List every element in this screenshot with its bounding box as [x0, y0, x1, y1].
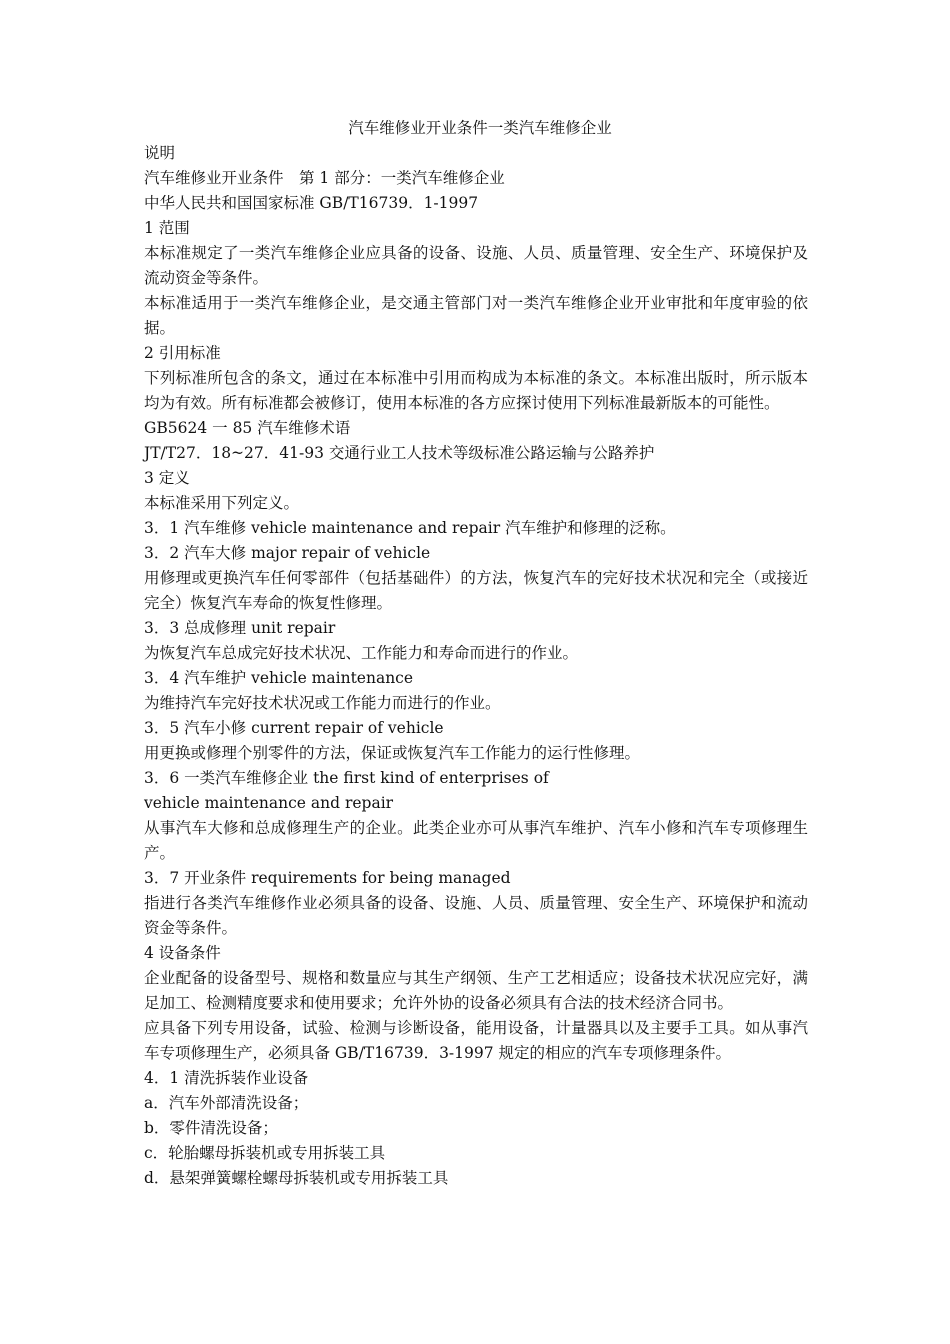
text-line: 2 引用标准: [144, 344, 221, 362]
text-line: 3．2 汽车大修 major repair of vehicle: [144, 544, 431, 562]
document-page: [144, 116, 808, 1191]
body-paragraph: 企业配备的设备型号、规格和数量应与其生产纲领、生产工艺相适应；设备技术状况应完好，满足加工、检测精度要求和使用要求；允许外协的设备必须具有合法的技术经济合同书。: [144, 969, 808, 1012]
text-line: 3．4 汽车维护 vehicle maintenance: [144, 669, 414, 687]
body-paragraph: 本标准适用于一类汽车维修企业，是交通主管部门对一类汽车维修企业开业审批和年度审验的依据。: [144, 294, 808, 337]
text-line: a．汽车外部清洗设备；: [144, 1094, 309, 1112]
text-line: 用更换或修理个别零件的方法，保证或恢复汽车工作能力的运行性修理。: [144, 744, 641, 762]
text-line: 4．1 清洗拆装作业设备: [144, 1069, 309, 1087]
text-line: 3．6 一类汽车维修企业 the first kind of enterprises of: [144, 769, 549, 787]
text-line: 3．7 开业条件 requirements for being managed: [144, 869, 511, 887]
text-line: 为维持汽车完好技术状况或工作能力而进行的作业。: [144, 694, 501, 712]
body-paragraph: 指进行各类汽车维修作业必须具备的设备、设施、人员、质量管理、安全生产、环境保护和流动资金等条件。: [144, 894, 808, 937]
text-line: d．悬架弹簧螺栓螺母拆装机或专用拆装工具: [144, 1169, 449, 1187]
text-line: vehicle maintenance and repair: [144, 794, 394, 812]
text-line: 3．5 汽车小修 current repair of vehicle: [144, 719, 444, 737]
text-line: 4 设备条件: [144, 944, 221, 962]
body-paragraph: 下列标准所包含的条文，通过在本标准中引用而构成为本标准的条文。本标准出版时，所示版本均为有效。所有标准都会被修订，使用本标准的各方应探讨使用下列标准最新版本的可能性。: [144, 369, 808, 412]
body-paragraph: 用修理或更换汽车任何零部件（包括基础件）的方法，恢复汽车的完好技术状况和完全（或接近完全）恢复汽车寿命的恢复性修理。: [144, 569, 808, 612]
text-line: b．零件清洗设备；: [144, 1119, 278, 1137]
text-line: 中华人民共和国国家标准 GB/T16739．1-1997: [144, 194, 479, 212]
text-line: 3 定义: [144, 469, 190, 487]
text-line: 为恢复汽车总成完好技术状况、工作能力和寿命而进行的作业。: [144, 644, 579, 662]
text-line: JT/T27．18~27．41-93 交通行业工人技术等级标准公路运输与公路养护: [144, 444, 655, 462]
body-paragraph: 本标准规定了一类汽车维修企业应具备的设备、设施、人员、质量管理、安全生产、环境保护及流动资金等条件。: [144, 244, 808, 287]
text-line: 3．1 汽车维修 vehicle maintenance and repair 汽车维护和修理的泛称。: [144, 519, 676, 537]
body-paragraph: 从事汽车大修和总成修理生产的企业。此类企业亦可从事汽车维护、汽车小修和汽车专项修理生产。: [144, 819, 808, 862]
text-line: 1 范围: [144, 219, 190, 237]
text-line: 汽车维修业开业条件 第 1 部分：一类汽车维修企业: [144, 169, 505, 187]
text-line: 3．3 总成修理 unit repair: [144, 619, 336, 637]
text-line: 本标准采用下列定义。: [144, 494, 300, 512]
body-paragraph: 应具备下列专用设备，试验、检测与诊断设备，能用设备，计量器具以及主要手工具。如从事汽车专项修理生产，必须具备 GB/T16739．3-1997 规定的相应的汽车专项修理条件。: [144, 1019, 808, 1062]
text-line: 说明: [144, 144, 176, 162]
text-line: c．轮胎螺母拆装机或专用拆装工具: [144, 1144, 386, 1162]
document-title: 汽车维修业开业条件一类汽车维修企业: [348, 119, 612, 137]
text-line: GB5624 一 85 汽车维修术语: [144, 419, 351, 437]
document-body: [144, 141, 808, 1191]
